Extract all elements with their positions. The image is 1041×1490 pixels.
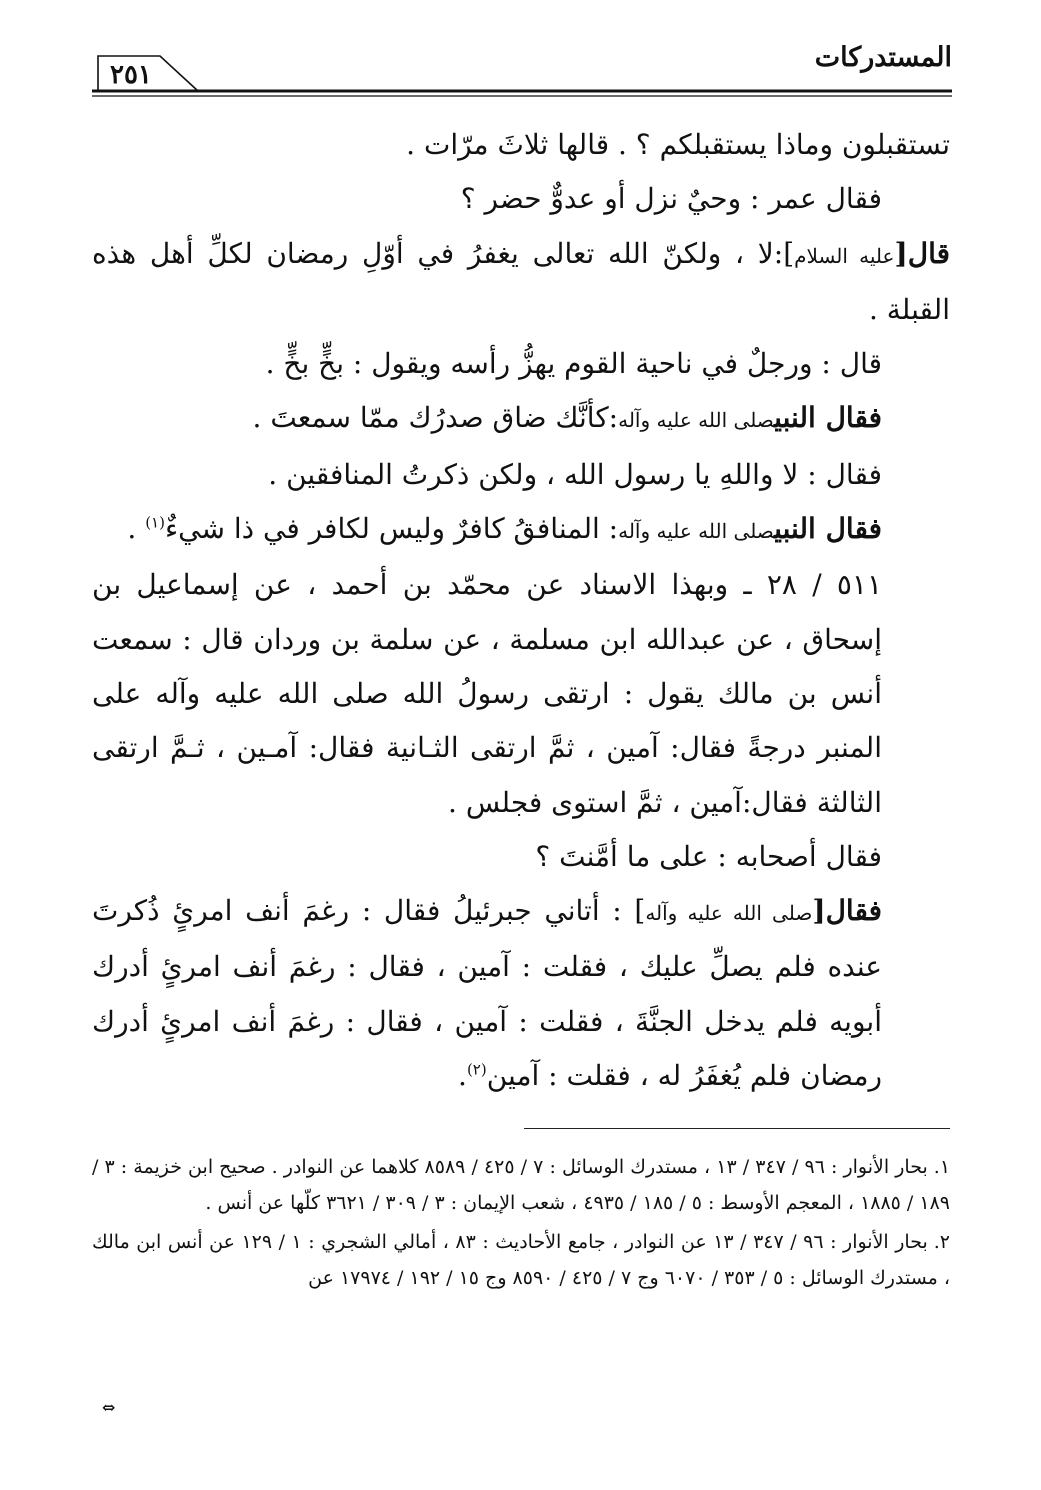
- page-number: ٢٥١: [110, 60, 152, 90]
- paragraph: [92, 391, 950, 447]
- paragraph-text: ]:لا ، ولكنّ الله تعالى يغفرُ في أوّلِ رمضان لكلِّ أهل هذه القبلة .: [92, 236, 950, 326]
- continuation-arrow-icon: ⇔: [102, 1398, 116, 1417]
- footnote-text: بحار الأنوار : ٩٦ / ٣٤٧ / ١٣ عن النوادر ، جامع الأحاديث : ٨٣ ، أمالي الشجري : ١ / ١٢٩ عن أنس ابن مالك ، مستدرك الوسائل : ٥ / ٣٥٣ / ٦٠٧٠ وج ٧ / ٤٢٥ / ٨٥٩٠ وج ١٥ / ١٩٢ / ١٧٩٧٤ عن: [92, 1231, 950, 1289]
- paragraph: تستقبلون وماذا يستقبلكم ؟ . قالها ثلاثَ مرّات .: [406, 128, 950, 161]
- main-text: [92, 118, 950, 1103]
- footnote-ref: (١): [145, 513, 165, 532]
- speaker-label: فقال النبي: [774, 401, 882, 435]
- paragraph: ٥١١ / ٢٨ ـ وبهذا الاسناد عن محمّد بن أحمد ، عن إسماعيل بن إسحاق ، عن عبدالله ابن مسلمة ، عن سلمة بن وردان قال : سمعت أنس بن مالك يقول : ارتقى رسولُ الله صلى الله عليه وآله على المنبر درجةً فقال: آمين ، ثمَّ ارتقى الثـانية فقال: آمـين ، ثـمَّ ارتقى الثالثة فقال:آمين ، ثمَّ استوى فجلس .: [92, 568, 882, 819]
- footnote-number: ٢.: [933, 1231, 951, 1253]
- footnote: [92, 1150, 950, 1221]
- footnote-separator: [524, 1128, 950, 1129]
- speaker-label: فقال النبي: [774, 512, 882, 546]
- speaker-label: قال[: [894, 236, 950, 270]
- running-head: المستدركات: [814, 42, 952, 73]
- paragraph: فقال : لا واللهِ يا رسول الله ، ولكن ذكرتُ المنافقين .: [268, 457, 882, 491]
- paragraph-end: .: [458, 1059, 467, 1093]
- paragraph-text: ] : أتاني جبرئيلُ فقال : رغمَ أنف امرئٍ ذُكرتَ عنده فلم يصلِّ عليك ، فقلت : آمين ، فقال : رغمَ أنف امرئٍ أدرك أبويه فلم يدخل الجنَّةَ ، فقلت : آمين ، فقال : رغمَ أنف امرئٍ أدرك رمضان فلم يُغفَرُ له ، فقلت : آمين: [92, 894, 882, 1093]
- footnotes: [92, 1150, 950, 1300]
- honorific-glyph: عليه السلام: [794, 243, 895, 268]
- paragraph: [92, 227, 950, 338]
- honorific-glyph: صلى الله عليه وآله: [618, 408, 775, 433]
- paragraph: [92, 884, 950, 1103]
- paragraph: فقال عمر : وحيٌ نزل أو عدوٌّ حضر ؟: [460, 182, 882, 216]
- paragraph-text: : المنافقُ كافرٌ وليس لكافر في ذا شيءٌ: [164, 512, 619, 546]
- paragraph: [92, 502, 950, 558]
- honorific-glyph: صلى الله عليه وآله: [618, 519, 775, 544]
- paragraph: فقال أصحابه : على ما أمَّنتَ ؟: [535, 839, 882, 873]
- footnote-text: بحار الأنوار : ٩٦ / ٣٤٧ / ١٣ ، مستدرك الوسائل : ٧ / ٤٢٥ / ٨٥٨٩ كلاهما عن النوادر . صحيح ابن خزيمة : ٣ / ١٨٩ / ١٨٨٥ ، المعجم الأوسط : ٥ / ١٨٥ / ٤٩٣٥ ، شعب الإيمان : ٣ / ٣٠٩ / ٣٦٢١ كلّها عن أنس .: [92, 1156, 950, 1214]
- footnote: [92, 1225, 950, 1296]
- paragraph-text: :كأنَّك ضاق صدرُك ممّا سمعتَ .: [252, 401, 619, 435]
- page-header: [92, 40, 952, 100]
- paragraph: قال : ورجلٌ في ناحية القوم يهزُّ رأسه ويقول : بخٍّ بخٍّ .: [265, 347, 882, 381]
- footnote-ref: (٢): [466, 1060, 487, 1079]
- honorific-glyph: صلى الله عليه وآله: [645, 901, 813, 926]
- paragraph-end: .: [127, 512, 146, 546]
- footnote-number: ١.: [933, 1156, 951, 1178]
- speaker-label: فقال[: [812, 894, 882, 928]
